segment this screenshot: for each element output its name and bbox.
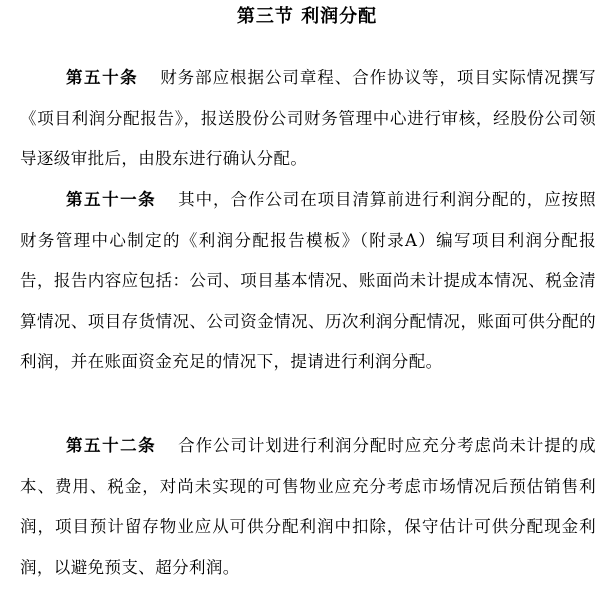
article-number: 第五十二条 [66,436,157,455]
section-title: 第三节 利润分配 [236,6,378,27]
article-51 [20,180,596,383]
article-50 [20,58,596,180]
article-text: 其中，合作公司在项目清算前进行利润分配的，应按照财务管理中心制定的《利润分配报告模板》（附录A）编写项目利润分配报告，报告内容应包括：公司、项目基本情况、账面尚未计提成本情况、税金清算情况、项目存货情况、公司资金情况、历次利润分配情况，账面可供分配的利润，并在账面资金充足的情况下，提请进行利润分配。 [20,190,597,371]
article-number: 第五十条 [66,68,139,87]
article-text: 财务部应根据公司章程、合作协议等，项目实际情况撰写《项目利润分配报告》，报送股份公司财务管理中心进行审核，经股份公司领导逐级审批后，由股东进行确认分配。 [20,68,597,168]
article-text: 合作公司计划进行利润分配时应充分考虑尚未计提的成本、费用、税金，对尚未实现的可售物业应充分考虑市场情况后预估销售利润，项目预计留存物业应从可供分配利润中扣除，保守估计可供分配现金利润，以避免预支、超分利润。 [20,436,597,577]
article-52 [20,426,596,588]
article-number: 第五十一条 [66,190,157,209]
